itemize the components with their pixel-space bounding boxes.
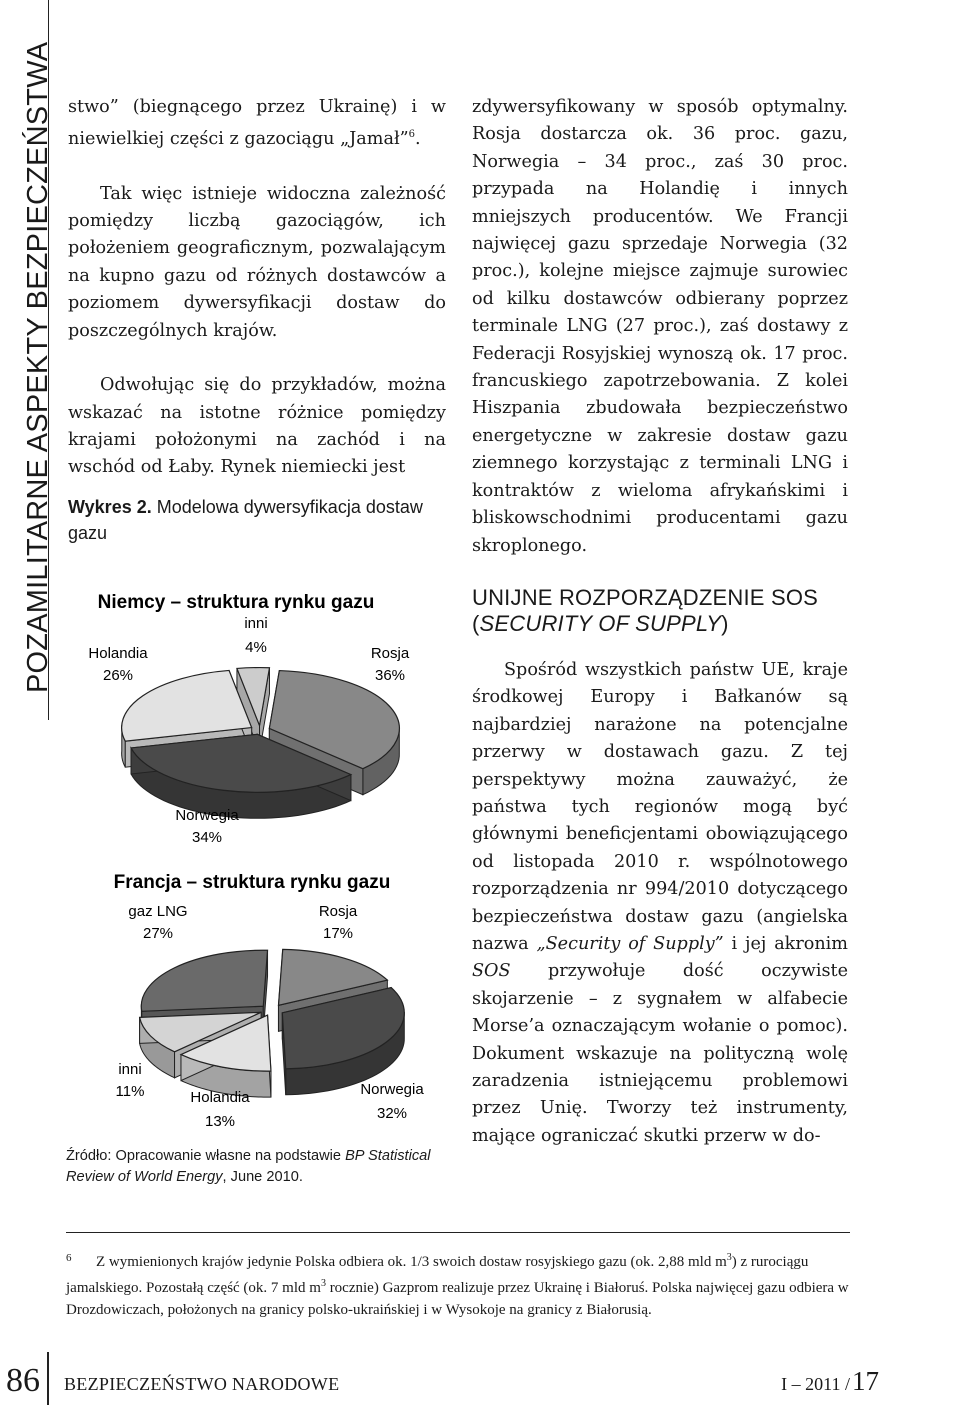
page-number: 86 xyxy=(6,1362,40,1399)
right-column xyxy=(472,94,848,1150)
label-fr-holandia: Holandia xyxy=(190,1089,250,1106)
paragraph: Odwołując się do przykładów, można wskazać na istotne różnice pomiędzy krajami położonymi na zachód i na wschód od Łaby. Rynek niemiecki jest xyxy=(68,375,446,478)
label-de-norwegia: Norwegia xyxy=(175,807,239,824)
pie-charts xyxy=(60,580,450,1140)
value-fr-rosja: 17% xyxy=(322,925,354,942)
value-de-norwegia: 34% xyxy=(191,829,223,846)
label-fr-inni: inni xyxy=(118,1061,142,1078)
value-fr-lng: 27% xyxy=(142,925,174,942)
figure-source: Źródło: Opracowanie własne na podstawie BP Statistical Review of World Energy, June 2010. xyxy=(66,1148,431,1185)
label-fr-rosja: Rosja xyxy=(318,903,358,920)
paragraph: stwo” (biegnącego przez Ukrainę) i w niewielkiej części z gazociągu „Jamał”$^6$. xyxy=(68,97,446,150)
paragraph: Spośród wszystkich państw UE, kraje środkowej Europy i Bałkanów są najbardziej narażone na potencjalne przerwy w dostawach gazu. Z tej perspektywy można zauważyć, że państwa tych regionów mogą być głównymi beneficjentami obowiązującego od listopada 2010 r. wspólnotowego rozporządzenia nr 994/2010 dotyczącego bezpieczeństwa dostaw gazu (angielska nazwa „Security of Supply” i jej akronim SOS przywołuje dość oczywiste skojarzenie – z sygnałem w alfabecie Morse’a oznaczającym wołanie o pomoc). Dokument wskazuje na polityczną wolę zaradzenia istniejącemu problemowi przez Unię. Tworzy też instrumenty, mające ograniczać skutki przerw w do- xyxy=(472,659,848,1146)
footnote-number: 6 xyxy=(66,1252,72,1264)
label-de-inni: inni xyxy=(244,615,268,632)
value-de-inni: 4% xyxy=(245,639,267,656)
value-de-holandia: 26% xyxy=(102,667,134,684)
value-fr-holandia: 13% xyxy=(204,1113,236,1130)
label-fr-lng: gaz LNG xyxy=(128,903,188,920)
chart-title-france: Francja – struktura rynku gazu xyxy=(113,872,391,893)
chart-title-germany: Niemcy – struktura rynku gazu xyxy=(97,592,375,613)
figure-caption-text: Modelowa dywersyfikacja dostaw gazu xyxy=(68,496,423,543)
journal-name: BEZPIECZEŃSTWO NARODOWE xyxy=(64,1374,340,1394)
figure-caption xyxy=(68,494,446,546)
label-de-rosja: Rosja xyxy=(370,645,410,662)
left-column xyxy=(68,94,446,546)
paragraph: Tak więc istnieje widoczna zależność pomiędzy liczbą gazociągów, ich położeniem geograficznym, pozwalającym na kupno gazu od różnych dostawców a poziomem dywersyfikacji dostaw do poszczególnych krajów. xyxy=(68,183,446,341)
value-de-rosja: 36% xyxy=(374,667,406,684)
value-fr-norwegia: 32% xyxy=(376,1105,408,1122)
pie-france xyxy=(140,949,405,1097)
label-fr-norwegia: Norwegia xyxy=(360,1081,424,1098)
page-footer xyxy=(0,1352,960,1405)
footnote-ref[interactable]: 6 xyxy=(408,129,416,141)
side-section-title: POZAMILITARNE ASPEKTY BEZPIECZEŃSTWA xyxy=(22,41,54,693)
value-fr-inni: 11% xyxy=(115,1083,145,1100)
pie-germany xyxy=(122,668,400,819)
paragraph: zdywersyfikowany w sposób optymalny. Rosja dostarcza ok. 36 proc. gazu, Norwegia – 34 proc., zaś 30 proc. przypada na Holandię i innych mniejszych producentów. We Francji najwięcej gazu sprzedaje Norwegia (32 proc.), kolejne miejsce zajmuje surowiec od kilku dostawców odbierany poprzez terminale LNG (27 proc.), zaś dostawy z Federacji Rosyjskiej wynoszą ok. 17 proc. francuskiego zapotrzebowania. Z kolei Hiszpania zbudowała bezpieczeństwo energetyczne w zakresie dostaw gazu ziemnego korzystając z terminali LNG i kontraktów z wieloma afrykańskimi i bliskowschodnimi producentami gazu skroplonego. xyxy=(472,97,848,556)
pie-slice-gaz-lng xyxy=(141,950,267,1011)
issue-number: 17 xyxy=(852,1366,879,1396)
label-de-holandia: Holandia xyxy=(88,645,148,662)
section-heading: UNIJNE ROZPORZĄDZENIE SOS (SECURITY OF SUPPLY) xyxy=(472,584,819,636)
side-section-title-bar xyxy=(0,0,54,720)
figure-label: Wykres 2. xyxy=(68,496,152,517)
footnote: 6 Z wymienionych krajów jedynie Polska odbiera ok. 1/3 swoich dostaw rosyjskiego gazu (ok. 2,88 mld $m^3$) z rurociągu jamalskiego. Pozostałą część (ok. 7 mld $m^3$ rocznie) Gazprom realizuje przez Ukrainę i Białoruś. Polska najwięcej gazu odbiera w Drozdowiczach, położonych na granicy polsko-ukraińskiej i w Wysokoje na granicy z Białorusią. xyxy=(66,1232,850,1321)
issue-label: I – 2011 / xyxy=(781,1374,850,1394)
